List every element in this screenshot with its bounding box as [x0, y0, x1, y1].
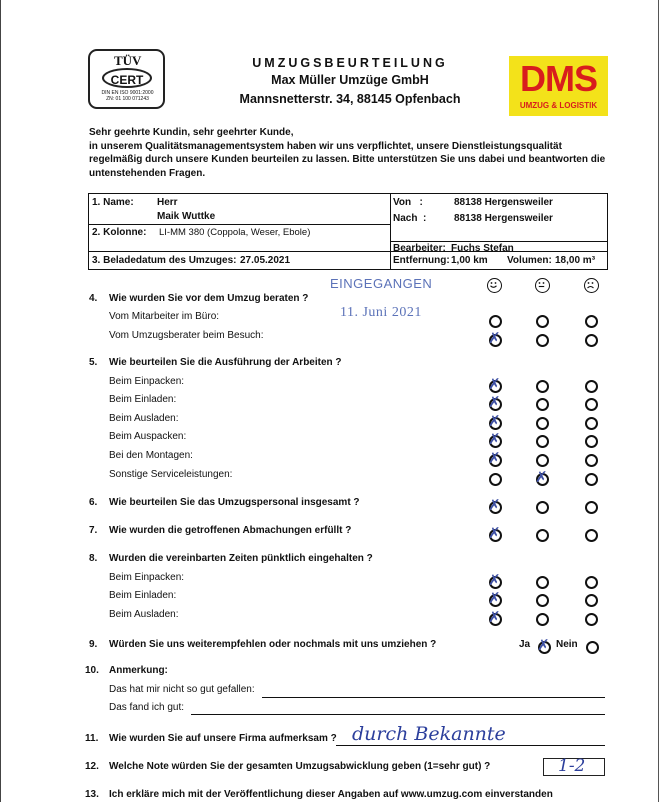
q8-item: Beim Einpacken: — [109, 572, 185, 583]
load-date-value: 27.05.2021 — [240, 255, 291, 266]
handwritten-check-mark: ✗ — [488, 375, 501, 393]
handwritten-check-mark: ✗ — [488, 329, 501, 347]
intro-line: untenstehenden Fragen. — [89, 167, 206, 179]
rating-radio[interactable] — [585, 315, 598, 328]
q8-number: 8. — [89, 553, 98, 564]
company-address: Mannsnetterstr. 34, 88145 Opfenbach — [239, 92, 461, 106]
handwritten-check-mark: ✗ — [488, 449, 501, 467]
intro-line: regelmäßig durch unsere Kunden beurteilen zu lassen. Bitte unterstützen Sie uns dabei und beantworten die — [89, 154, 606, 165]
rating-radio[interactable] — [536, 380, 549, 393]
q5-number: 5. — [89, 357, 98, 368]
handwritten-check-mark: ✗ — [488, 608, 501, 626]
table-divider — [390, 241, 607, 242]
q7-number: 7. — [89, 525, 98, 536]
handler-value: Fuchs Stefan — [451, 243, 514, 254]
q8-item: Beim Einladen: — [109, 590, 177, 601]
q6-text: Wie beurteilen Sie das Umzugspersonal insgesamt ? — [109, 497, 360, 508]
rating-radio[interactable] — [585, 529, 598, 542]
q11-handwritten-answer: durch Bekannte — [352, 723, 506, 745]
sad-face-icon — [584, 278, 599, 293]
q9-no-label: Nein — [556, 639, 578, 650]
rating-radio[interactable] — [536, 417, 549, 430]
from-label: Von : — [393, 197, 423, 208]
q8-item: Beim Ausladen: — [109, 609, 179, 620]
q4-number: 4. — [89, 293, 98, 304]
q13-text: Ich erkläre mich mit der Veröffentlichung dieser Angaben auf www.umzug.com einverstanden — [109, 789, 553, 800]
q11-input-line[interactable] — [336, 745, 605, 746]
handwritten-check-mark: ✗ — [535, 468, 548, 486]
name-label: 1. Name: — [92, 197, 134, 208]
rating-radio[interactable] — [585, 501, 598, 514]
q6-number: 6. — [89, 497, 98, 508]
q12-handwritten-grade: 1-2 — [558, 756, 586, 776]
tuv-cert-logo — [88, 49, 165, 109]
handwritten-check-mark: ✗ — [488, 412, 501, 430]
received-stamp-date: 11. Juni 2021 — [340, 305, 422, 320]
q5-text: Wie beurteilen Sie die Ausführung der Arbeiten ? — [109, 357, 342, 368]
volume-label: Volumen: — [507, 255, 552, 266]
from-value: 88138 Hergensweiler — [454, 197, 553, 208]
handler-label: Bearbeiter: — [393, 243, 446, 254]
table-divider — [89, 251, 607, 252]
load-date-label: 3. Beladedatum des Umzuges: — [92, 255, 237, 266]
tuv-logo-din — [92, 90, 163, 102]
rating-radio[interactable] — [536, 398, 549, 411]
form-title: UMZUGSBEURTEILUNG — [252, 56, 448, 70]
handwritten-check-mark: ✗ — [488, 571, 501, 589]
distance-value: 1,00 km — [451, 255, 488, 266]
rating-radio[interactable] — [536, 529, 549, 542]
rating-radio[interactable] — [585, 594, 598, 607]
to-value: 88138 Hergensweiler — [454, 213, 553, 224]
intro-text — [89, 126, 611, 180]
q10-good-label: Das fand ich gut: — [109, 702, 185, 713]
table-divider — [390, 194, 391, 269]
to-label: Nach : — [393, 213, 427, 224]
rating-radio[interactable] — [585, 454, 598, 467]
q10-number: 10. — [85, 665, 99, 676]
rating-radio[interactable] — [585, 417, 598, 430]
rating-radio[interactable] — [585, 398, 598, 411]
volume-value: 18,00 m³ — [555, 255, 596, 266]
handwritten-check-mark: ✗ — [488, 430, 501, 448]
rating-radio[interactable] — [536, 315, 549, 328]
q11-number: 11. — [85, 733, 99, 744]
q4-text: Wie wurden Sie vor dem Umzug beraten ? — [109, 293, 309, 304]
rating-radio[interactable] — [489, 473, 502, 486]
rating-radio[interactable] — [536, 613, 549, 626]
tuv-logo-line1: DIN EN ISO 9001:2000 — [101, 90, 154, 96]
q9-number: 9. — [89, 639, 98, 650]
order-info-table — [88, 193, 608, 270]
intro-line: in unserem Qualitätsmanagementsystem haben wir uns verpflichtet, unsere Dienstleistungsqualität — [89, 140, 562, 152]
rating-radio[interactable] — [585, 435, 598, 448]
crew-value: LI-MM 380 (Coppola, Weser, Ebole) — [159, 227, 311, 238]
company-name: Max Müller Umzüge GmbH — [271, 73, 429, 87]
q5-item: Beim Ausladen: — [109, 413, 179, 424]
q5-item: Beim Einpacken: — [109, 376, 185, 387]
rating-radio[interactable] — [585, 380, 598, 393]
rating-radio[interactable] — [536, 334, 549, 347]
dms-logo-subline: UMZUG & LOGISTIK — [519, 101, 598, 110]
table-divider — [89, 224, 390, 225]
q5-item: Beim Einladen: — [109, 394, 177, 405]
happy-face-icon — [487, 278, 502, 293]
tuv-logo-brand: TÜV — [114, 53, 142, 68]
rating-radio[interactable] — [585, 613, 598, 626]
q10-bad-label: Das hat mir nicht so gut gefallen: — [109, 684, 255, 695]
rating-radio[interactable] — [536, 594, 549, 607]
q9-text: Würden Sie uns weiterempfehlen oder nochmals mit uns umziehen ? — [109, 639, 437, 650]
handwritten-check-mark: ✗ — [488, 393, 501, 411]
q8-text: Wurden die vereinbarten Zeiten pünktlich eingehalten ? — [109, 553, 373, 564]
rating-radio[interactable] — [536, 501, 549, 514]
tuv-logo-line2: ZN: 01 100 071243 — [106, 96, 149, 102]
q10-text: Anmerkung: — [109, 665, 168, 676]
q4-item: Vom Umzugsberater beim Besuch: — [109, 330, 264, 341]
rating-radio[interactable] — [536, 576, 549, 589]
received-stamp: EINGEGANGEN — [330, 276, 433, 291]
q10-good-input[interactable] — [191, 714, 605, 715]
tuv-logo-cert: CERT — [102, 68, 152, 88]
q9-yes-label: Ja — [519, 639, 531, 650]
handwritten-check-mark: ✗ — [488, 589, 501, 607]
neutral-face-icon — [535, 278, 550, 293]
handwritten-check-mark: ✗ — [488, 524, 501, 542]
q13-number: 13. — [85, 789, 99, 800]
rating-radio[interactable] — [489, 315, 502, 328]
q5-item: Beim Auspacken: — [109, 431, 187, 442]
q12-text: Welche Note würden Sie der gesamten Umzugsabwicklung geben (1=sehr gut) ? — [109, 761, 491, 772]
dms-logo — [509, 56, 608, 116]
rating-radio[interactable] — [585, 334, 598, 347]
q4-item: Vom Mitarbeiter im Büro: — [109, 311, 220, 322]
dms-logo-letters: DMS — [520, 58, 597, 99]
q7-text: Wie wurden die getroffenen Abmachungen erfüllt ? — [109, 525, 352, 536]
salutation-value: Herr — [157, 197, 178, 208]
intro-greeting: Sehr geehrte Kundin, sehr geehrter Kunde, — [89, 127, 294, 138]
q11-text: Wie wurden Sie auf unsere Firma aufmerksam ? — [109, 733, 337, 744]
rating-radio[interactable] — [536, 454, 549, 467]
distance-label: Entfernung: — [393, 255, 450, 266]
q12-number: 12. — [85, 761, 99, 772]
q5-item: Bei den Montagen: — [109, 450, 193, 461]
handwritten-check-mark: ✗ — [488, 496, 501, 514]
customer-name-value: Maik Wuttke — [157, 211, 216, 222]
q5-item: Sonstige Serviceleistungen: — [109, 469, 233, 480]
q9-no-radio[interactable] — [586, 641, 599, 654]
crew-label: 2. Kolonne: — [92, 227, 147, 238]
handwritten-check-mark: ✗ — [537, 636, 550, 654]
q10-bad-input[interactable] — [262, 697, 605, 698]
rating-radio[interactable] — [585, 473, 598, 486]
rating-radio[interactable] — [536, 435, 549, 448]
rating-radio[interactable] — [585, 576, 598, 589]
